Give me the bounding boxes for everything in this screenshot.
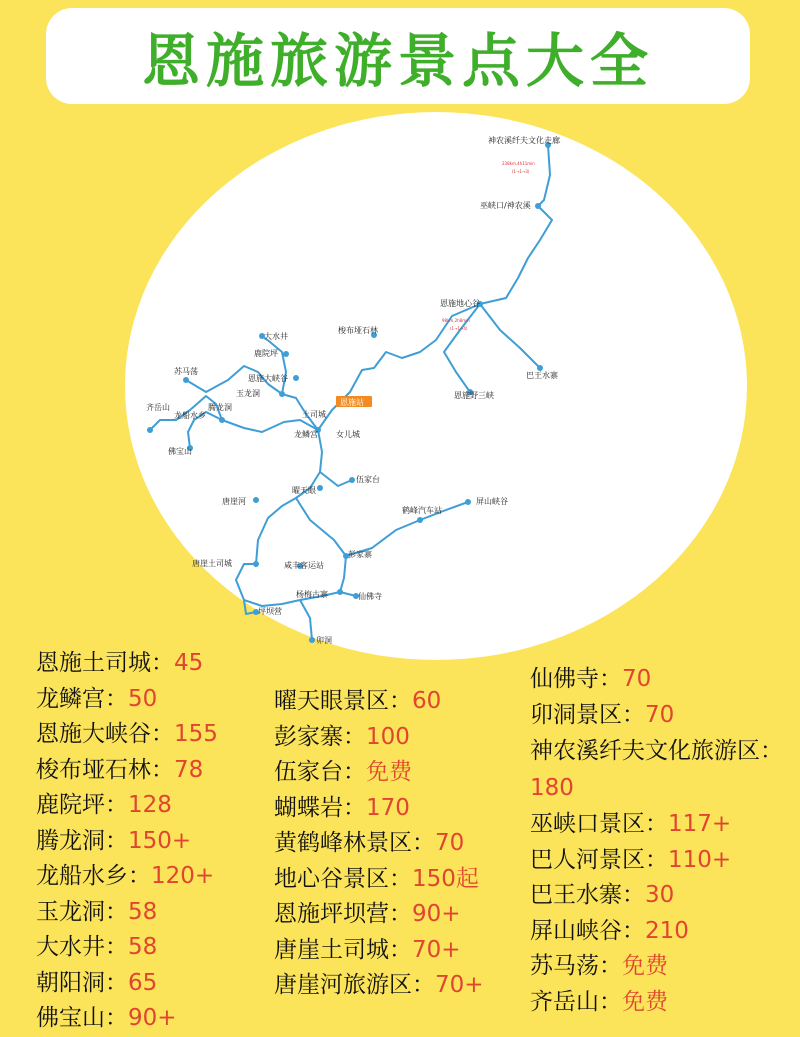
list-item: 恩施坪坝营：90+ (274, 901, 461, 927)
route-line (262, 336, 286, 394)
place-label: 巫峡口/神农溪 (480, 201, 531, 210)
list-item: 梭布垭石林：78 (36, 756, 204, 783)
place-label: 佛宝山 (168, 447, 192, 456)
route-line (296, 498, 346, 600)
list-item: 神农溪纤夫文化旅游区：180 (530, 738, 783, 801)
place-label: 大水井 (264, 332, 288, 341)
list-item: 巫峡口景区：117+ (530, 811, 732, 837)
place-label: 土司城 (302, 410, 326, 419)
list-item: 卯洞景区：70 (530, 701, 675, 728)
list-item: 曜天眼景区：60 (274, 688, 442, 714)
place-label: 巴王水寨 (526, 371, 558, 380)
place-label: 恩施野三峡 (454, 391, 494, 400)
list-item: 苏马荡：免费 (530, 953, 668, 979)
list-item: 鹿院坪：128 (36, 792, 172, 818)
place-label: 腾龙洞 (208, 403, 232, 412)
place-label: 彭家寨 (348, 550, 372, 559)
place-label: 卯洞 (316, 636, 332, 645)
place-label: 苏马荡 (174, 367, 198, 376)
list-item: 恩施土司城：45 (36, 650, 204, 676)
list-item: 腾龙洞：150+ (36, 827, 192, 854)
list-item: 唐崖河旅游区：70+ (274, 972, 484, 998)
route-info: (1→1→4) (450, 326, 468, 331)
route-line (480, 304, 540, 368)
price-column-1 (36, 646, 218, 1037)
current-location-badge (336, 396, 372, 407)
list-item: 龙鳞宫：50 (36, 685, 158, 712)
list-item: 龙船水乡：120+ (36, 863, 215, 889)
place-label: 杨梅古寨 (296, 590, 328, 599)
price-column-2 (274, 684, 484, 1004)
place-label: 唐崖土司城 (192, 559, 232, 568)
route-line (256, 430, 322, 564)
list-item: 彭家寨：100 (274, 723, 410, 750)
current-location-label: 恩施站 (340, 398, 364, 407)
page-title: 恩施旅游景点大全 (141, 27, 654, 95)
list-item: 玉龙洞：58 (36, 898, 158, 925)
place-label: 仙佛寺 (358, 592, 382, 601)
route-line (236, 564, 300, 606)
place-label: 齐岳山 (146, 403, 170, 412)
list-item: 屏山峡谷：210 (530, 917, 689, 944)
list-item: 仙佛寺：70 (530, 666, 652, 692)
route-info: 238km,4h11min (502, 161, 535, 166)
place-label: 梭布垭石林 (338, 326, 378, 335)
place-label: 玉龙洞 (236, 389, 260, 398)
list-item: 巴人河景区：110+ (530, 846, 732, 873)
place-label: 伍家台 (356, 475, 380, 484)
route-line (320, 472, 352, 486)
place-label: 屏山峡谷 (476, 497, 508, 506)
list-item: 唐崖土司城：70+ (274, 936, 461, 963)
route-line (300, 600, 312, 640)
place-label: 坪坝营 (258, 607, 282, 616)
list-item: 齐岳山：免费 (530, 988, 668, 1015)
list-item: 地心谷景区：150起 (274, 865, 479, 892)
place-label: 曜天眼 (292, 486, 316, 495)
place-label: 唐崖河 (222, 497, 246, 506)
list-item: 蝴蝶岩：170 (274, 794, 410, 821)
place-label: 恩施地心谷 (440, 299, 480, 308)
place-label: 鹿院坪 (254, 349, 278, 358)
place-label: 神农溪纤夫文化走廊 (488, 136, 560, 145)
list-item: 黄鹤峰林景区：70 (274, 830, 465, 856)
list-item: 朝阳洞：65 (36, 969, 158, 996)
list-item: 伍家台：免费 (274, 759, 412, 785)
place-label: 龙鳞宫 (294, 430, 318, 439)
list-item: 大水井：58 (36, 934, 158, 960)
route-info: (1→1→3) (512, 169, 530, 174)
place-label: 女儿城 (336, 430, 360, 439)
place-label: 鹤峰汽车站 (402, 506, 442, 515)
place-label: 咸丰客运站 (284, 561, 324, 570)
route-info: 98km,2h8min (442, 318, 470, 323)
place-label: 恩施大峡谷 (248, 374, 288, 383)
place-label: 龙船水乡 (174, 411, 206, 420)
price-column-3 (530, 662, 790, 1020)
list-item: 巴王水寨：30 (530, 882, 675, 908)
list-item: 恩施大峡谷：155 (36, 721, 218, 747)
list-item: 佛宝山：90+ (36, 1005, 177, 1031)
